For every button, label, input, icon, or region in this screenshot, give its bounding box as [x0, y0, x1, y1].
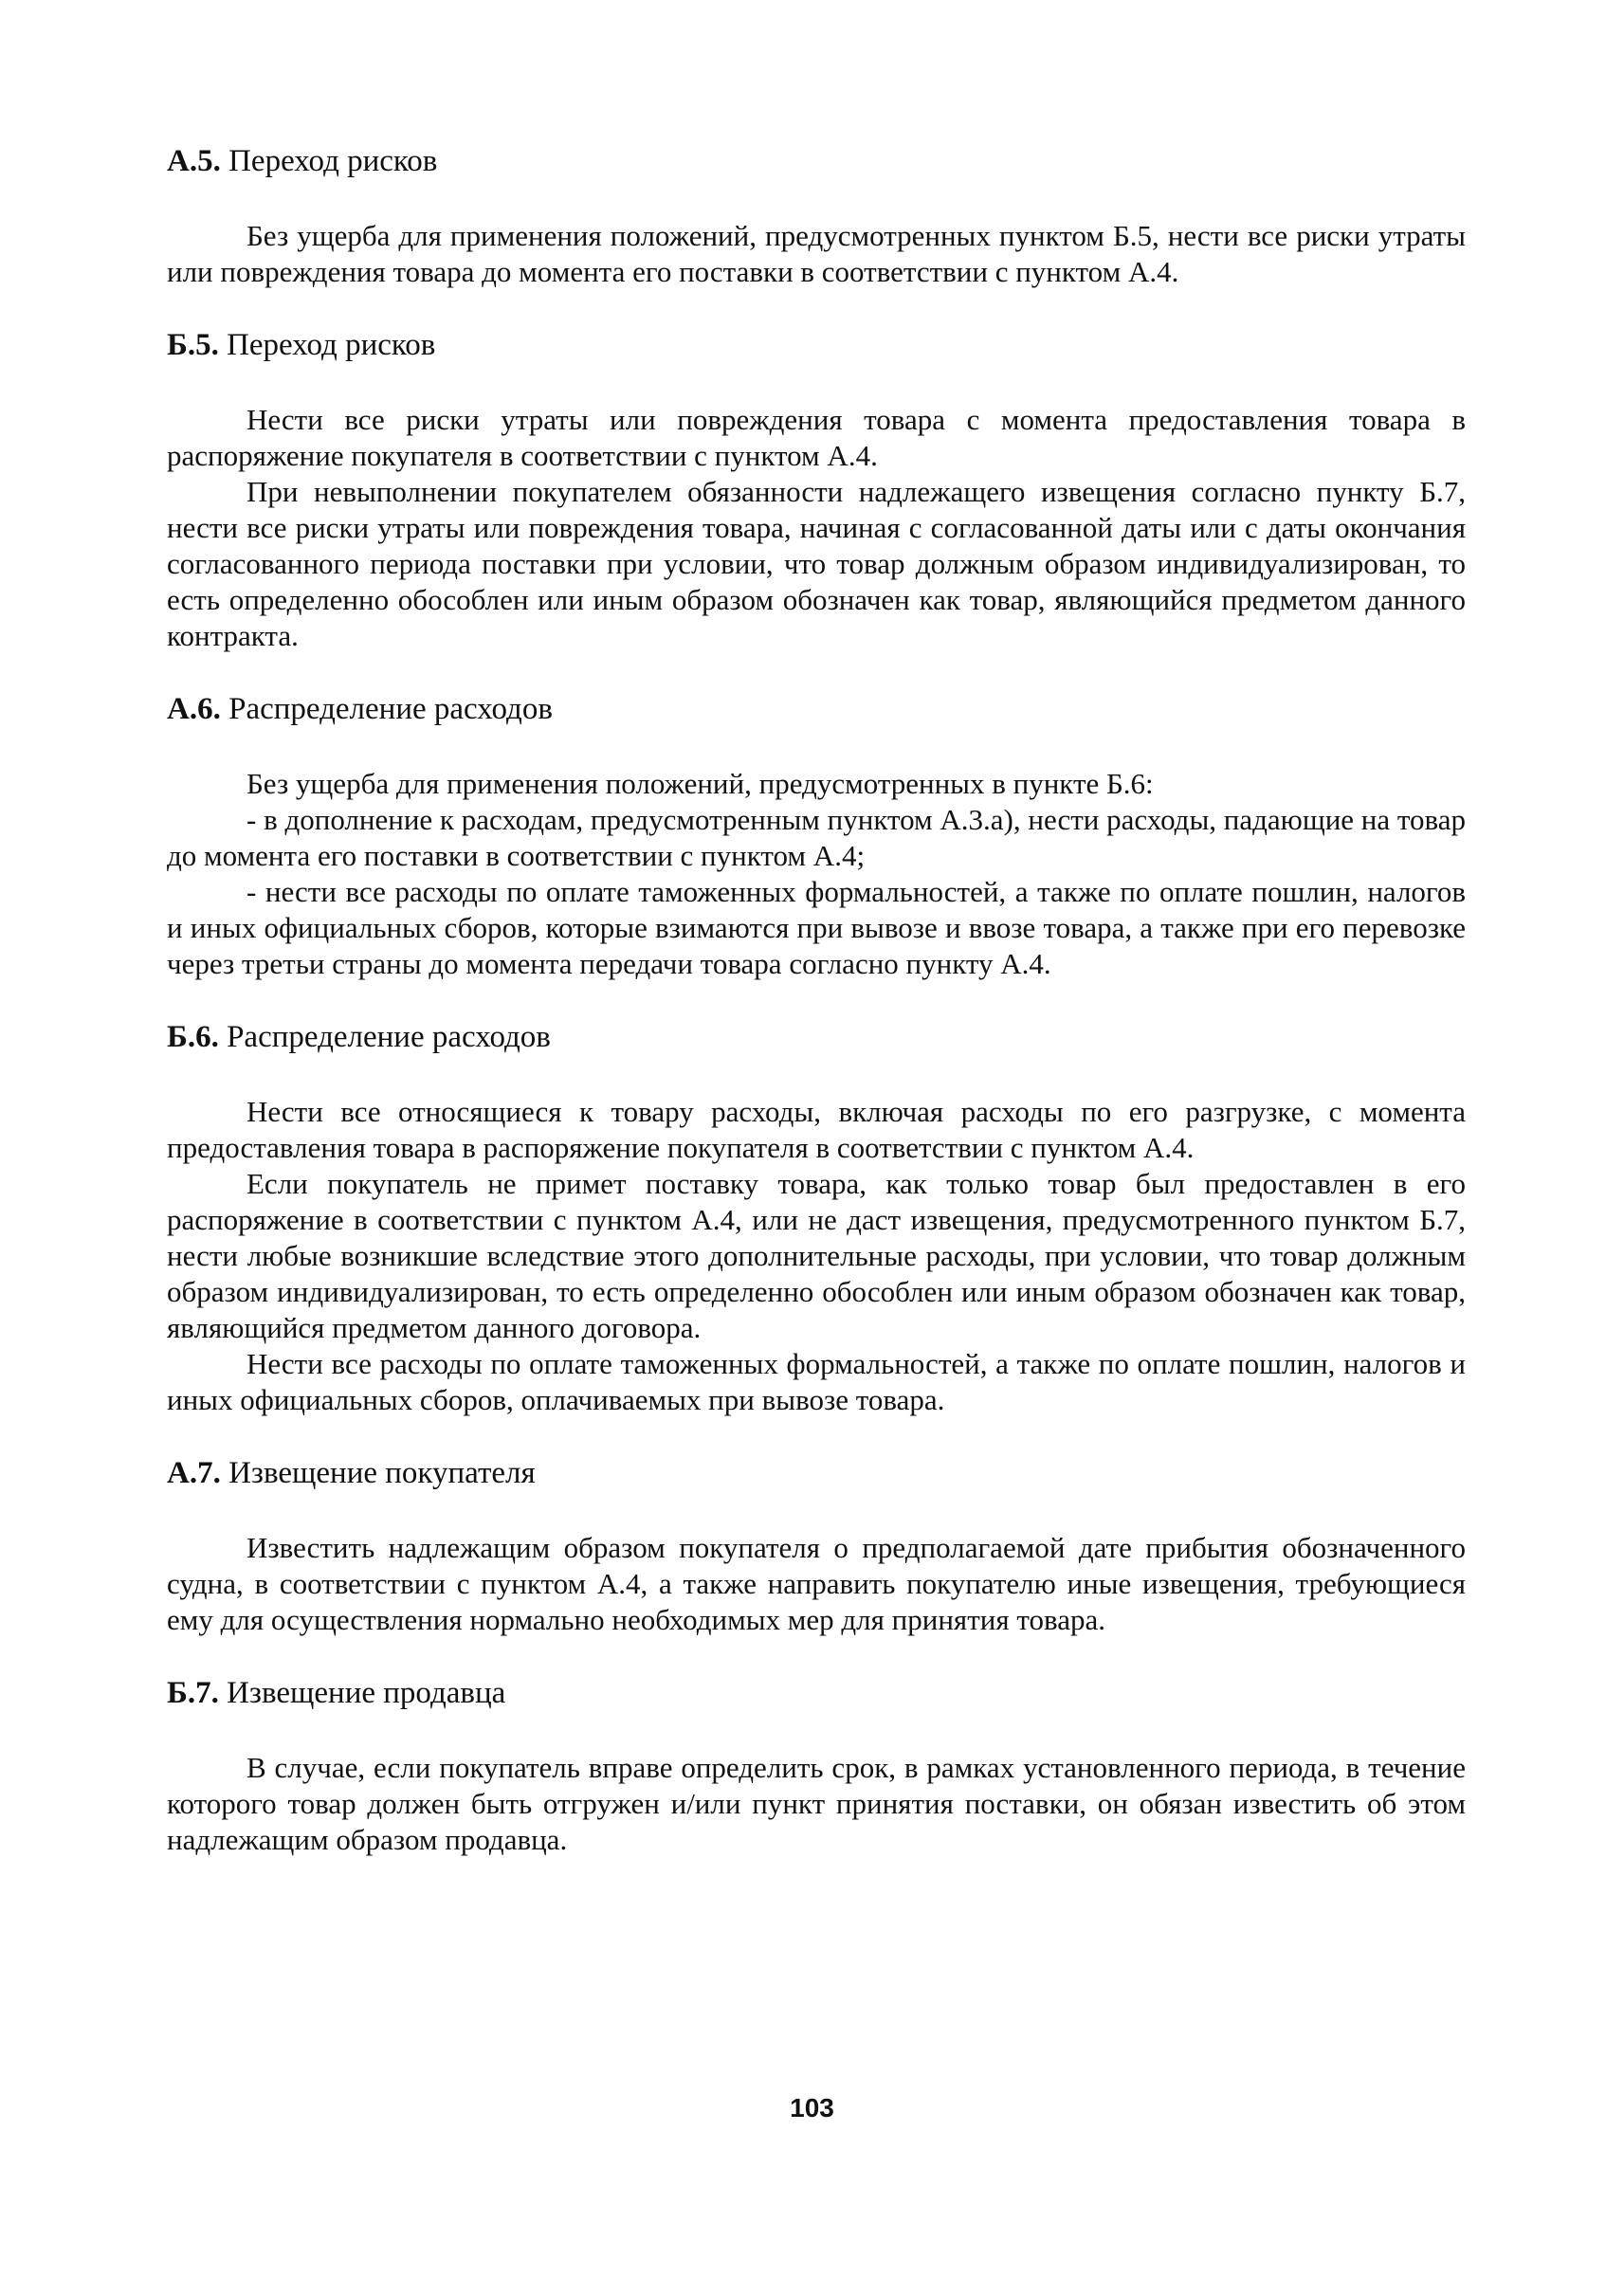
- page-number: 103: [790, 2093, 834, 2122]
- paragraph: Без ущерба для применения положений, предусмотренных в пункте Б.6:: [246, 767, 1154, 800]
- paragraph: Известить надлежащим образом покупателя о предполагаемой дате прибытия обозначенного судна, в соответствии с пунктом А.4, а также направить покупателю иные извещения, требующиеся ему для осуществления нормально необходимых мер для принятия товара.: [167, 1531, 1466, 1636]
- section-title: Переход рисков: [228, 144, 438, 178]
- paragraph: При невыполнении покупателем обязанности надлежащего извещения согласно пункту Б.7, нести все риски утраты или повреждения товара, начиная с согласованной даты или с даты окончания согласованного периода поставки при условии, что товар должным образом индивидуализирован, то есть определенно обособлен или иным образом обозначен как товар, являющийся предметом данного контракта.: [167, 475, 1466, 652]
- list-item: - нести все расходы по оплате таможенных формальностей, а также по оплате пошлин, налогов и иных официальных сборов, которые взимаются при вывозе и ввозе товара, а также при его перевозке через третьи страны до момента передачи товара согласно пункту А.4.: [167, 875, 1466, 980]
- section-b7: [167, 1674, 1466, 1858]
- list-item: - в дополнение к расходам, предусмотренным пунктом А.3.а), нести расходы, падающие на товар до момента его поставки в соответствии с пунктом А.4;: [167, 803, 1467, 872]
- section-title: Распределение расходов: [227, 1020, 551, 1054]
- section-heading: [167, 1674, 1466, 1712]
- section-b6: [167, 1018, 1466, 1418]
- section-title: Извещение продавца: [227, 1676, 506, 1710]
- section-title: Распределение расходов: [228, 692, 553, 726]
- section-number: Б.6.: [167, 1020, 219, 1054]
- paragraph: Нести все риски утраты или повреждения товара с момента предоставления товара в распоряжение покупателя в соответствии с пунктом А.4.: [167, 403, 1466, 472]
- paragraph: Без ущерба для применения положений, предусмотренных пунктом Б.5, нести все риски утраты или повреждения товара до момента его поставки в соответствии с пунктом А.4.: [167, 219, 1466, 288]
- paragraph: В случае, если покупатель вправе определить срок, в рамках установленного периода, в течение которого товар должен быть отгружен и/или пункт принятия поставки, он обязан известить об этом надлежащим образом продавца.: [167, 1751, 1466, 1856]
- paragraph: Если покупатель не примет поставку товара, как только товар был предоставлен в его распоряжение в соответствии с пунктом А.4, или не даст извещения, предусмотренного пунктом Б.7, нести любые возникшие вследствие этого дополнительные расходы, при условии, что товар должным образом индивидуализирован, то есть определенно обособлен или иным образом обозначен как товар, являющийся предметом данного договора.: [167, 1167, 1466, 1344]
- section-number: А.6.: [167, 692, 221, 726]
- section-a7: [167, 1454, 1466, 1638]
- section-heading: [167, 326, 1466, 364]
- paragraph: Нести все расходы по оплате таможенных формальностей, а также по оплате пошлин, налогов и иных официальных сборов, оплачиваемых при вывозе товара.: [167, 1347, 1466, 1416]
- section-number: А.7.: [167, 1456, 221, 1490]
- section-title: Извещение покупателя: [228, 1456, 536, 1490]
- section-heading: [167, 142, 1466, 180]
- section-number: Б.7.: [167, 1676, 219, 1710]
- section-heading: [167, 690, 1466, 728]
- section-a5: [167, 142, 1466, 290]
- section-heading: [167, 1454, 1466, 1492]
- section-heading: [167, 1018, 1466, 1056]
- section-number: А.5.: [167, 144, 221, 178]
- section-a6: [167, 690, 1466, 982]
- paragraph: Нести все относящиеся к товару расходы, включая расходы по его разгрузке, с момента предоставления товара в распоряжение покупателя в соответствии с пунктом А.4.: [167, 1095, 1466, 1164]
- document-page: [167, 142, 1466, 1894]
- section-title: Переход рисков: [227, 328, 436, 362]
- section-b5: [167, 326, 1466, 654]
- section-number: Б.5.: [167, 328, 219, 362]
